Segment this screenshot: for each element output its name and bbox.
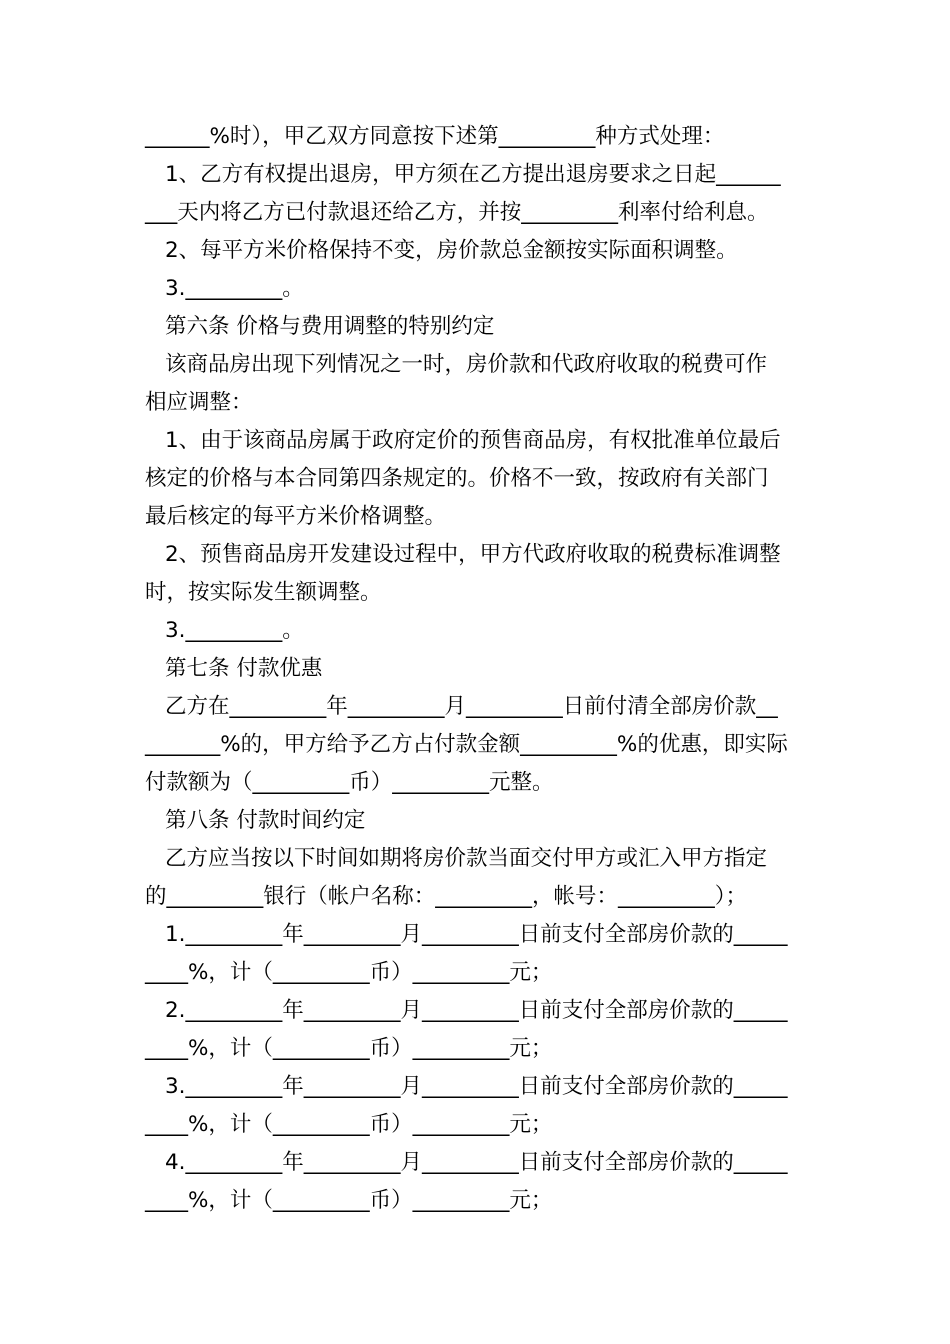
document-line: 3._________。 <box>165 276 304 301</box>
document-line: 第七条 付款优惠 <box>165 656 323 681</box>
document-line: 3._________年_________月_________日前支付全部房价款的_____ <box>165 1074 788 1099</box>
document-line: ____%，计（_________币）_________元； <box>145 1036 553 1061</box>
document-line: 最后核定的每平方米价格调整。 <box>145 504 447 529</box>
document-line: 3._________。 <box>165 618 304 643</box>
document-line: 时，按实际发生额调整。 <box>145 580 382 605</box>
document-line: ___天内将乙方已付款退还给乙方，并按_________利率付给利息。 <box>145 200 769 225</box>
document-line: 2、每平方米价格保持不变，房价款总金额按实际面积调整。 <box>165 238 738 263</box>
document-line: 的_________银行（帐户名称：_________，帐号：_________）； <box>145 884 748 909</box>
document-line: 2._________年_________月_________日前支付全部房价款的_____ <box>165 998 788 1023</box>
document-line: 1、由于该商品房属于政府定价的预售商品房，有权批准单位最后 <box>165 428 781 453</box>
document-line: 乙方应当按以下时间如期将房价款当面交付甲方或汇入甲方指定 <box>165 846 768 871</box>
document-line: 付款额为（_________币）_________元整。 <box>145 770 554 795</box>
document-line: 相应调整： <box>145 390 253 415</box>
document-line: ______%时），甲乙双方同意按下述第_________种方式处理： <box>145 124 725 149</box>
document-line: _______%的，甲方给予乙方占付款金额_________%的优惠，即实际 <box>145 732 788 757</box>
document-line: 第六条 价格与费用调整的特别约定 <box>165 314 495 339</box>
document-line: ____%，计（_________币）_________元； <box>145 960 553 985</box>
document-line: 2、预售商品房开发建设过程中，甲方代政府收取的税费标准调整 <box>165 542 781 567</box>
document-line: 1、乙方有权提出退房，甲方须在乙方提出退房要求之日起______ <box>165 162 781 187</box>
document-body <box>145 118 810 1220</box>
document-line: 1._________年_________月_________日前支付全部房价款的_____ <box>165 922 788 947</box>
document-line: 乙方在_________年_________月_________日前付清全部房价款__ <box>165 694 778 719</box>
document-line: ____%，计（_________币）_________元； <box>145 1188 553 1213</box>
document-line: 第八条 付款时间约定 <box>165 808 366 833</box>
document-line: ____%，计（_________币）_________元； <box>145 1112 553 1137</box>
document-line: 核定的价格与本合同第四条规定的。价格不一致，按政府有关部门 <box>145 466 769 491</box>
document-line: 4._________年_________月_________日前支付全部房价款的_____ <box>165 1150 788 1175</box>
document-line: 该商品房出现下列情况之一时，房价款和代政府收取的税费可作 <box>165 352 768 377</box>
